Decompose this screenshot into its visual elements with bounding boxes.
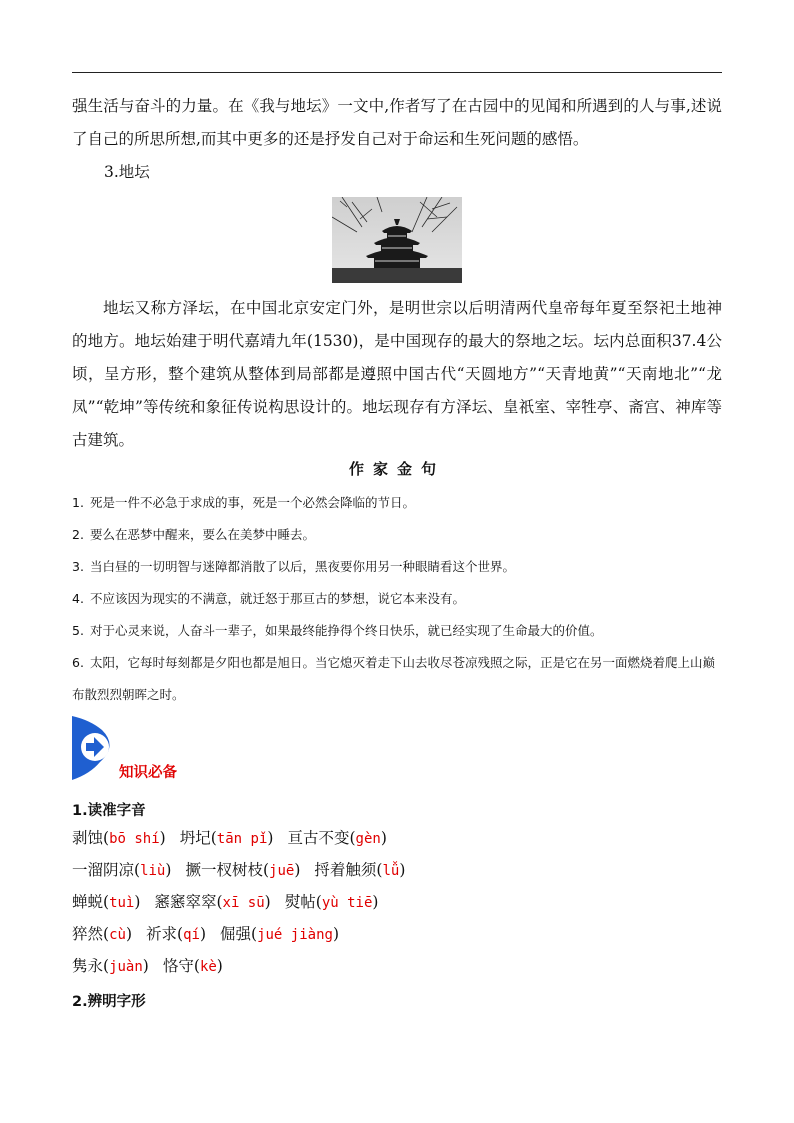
pinyin-row <box>72 954 237 976</box>
quote-number: 1. <box>72 495 84 510</box>
pinyin-reading: juàn <box>109 959 143 975</box>
pinyin-reading: tuì <box>109 895 135 911</box>
quote-number: 6. <box>72 655 84 670</box>
pinyin-word: 恪守 <box>162 957 194 975</box>
pinyin-item: 一溜阴凉(liù) <box>72 861 172 879</box>
quote-number: 2. <box>72 527 84 542</box>
pinyin-row <box>72 858 419 880</box>
pinyin-word: 熨帖 <box>284 893 316 911</box>
section-heading-ditan: 3.地坛 <box>104 163 150 181</box>
pinyin-word: 亘古不变 <box>287 829 350 847</box>
quote-text: 死是一件不必急于求成的事，死是一个必然会降临的节日。 <box>89 495 415 510</box>
pinyin-word: 捋着触须 <box>314 861 377 879</box>
pinyin-row <box>72 826 401 848</box>
pinyin-word: 祈求 <box>146 925 178 943</box>
ditan-paragraph: 地坛又称方泽坛，在中国北京安定门外，是明世宗以后明清两代皇帝每年夏至祭祀土地神的地方。地坛始建于明代嘉靖九年(1530)，是中国现存的最大的祭地之坛。坛内总面积37.4公顷，呈方形，整个建筑从整体到局部都是遵照中国古代“天圆地方”“天青地黄”“天南地北”“龙凤”“乾坤”等传统和象征传说构思设计的。地坛现存有方泽坛、皇祇室、宰牲亭、斋宫、神库等古建筑。 <box>72 299 722 449</box>
pinyin-reading: lǚ <box>382 863 400 879</box>
pinyin-word: 蝉蜕 <box>72 893 104 911</box>
pinyin-item: 蝉蜕(tuì) <box>72 893 141 911</box>
header-rule <box>72 72 722 73</box>
pinyin-word: 撅一杈树枝 <box>185 861 263 879</box>
pinyin-reading: gèn <box>355 831 381 847</box>
pinyin-item: 隽永(juàn) <box>72 957 149 975</box>
pinyin-reading: jué jiàng <box>257 927 333 943</box>
pinyin-reading: cù <box>109 927 126 943</box>
intro-paragraph: 强生活与奋斗的力量。在《我与地坛》一文中,作者写了在古园中的见闻和所遇到的人与事,述说了自己的所思所想,而其中更多的还是抒发自己对于命运和生死问题的感悟。 <box>72 97 722 148</box>
pinyin-word: 窸窸窣窣 <box>154 893 217 911</box>
pinyin-reading: qí <box>183 927 200 943</box>
quote-number: 5. <box>72 623 84 638</box>
quotes-title: 作家金句 <box>348 460 445 478</box>
pinyin-item: 亘古不变(gèn) <box>287 829 387 847</box>
subheading-pronunciation: 1.读准字音 <box>72 803 146 819</box>
temple-photo <box>332 197 462 283</box>
pinyin-word: 剥蚀 <box>72 829 104 847</box>
pinyin-item: 熨帖(yù tiē) <box>284 893 379 911</box>
pinyin-reading: juē <box>269 863 295 879</box>
quote-text: 太阳，它每时每刻都是夕阳也都是旭日。当它熄灭着走下山去收尽苍凉残照之际，正是它在另一面燃烧着爬上山巅布散烈烈朝晖之时。 <box>72 655 715 702</box>
pinyin-word: 猝然 <box>72 925 104 943</box>
pinyin-item: 窸窸窣窣(xī sū) <box>154 893 271 911</box>
subheading-character-forms: 2.辨明字形 <box>72 994 146 1010</box>
quote-item <box>72 551 722 583</box>
pinyin-reading: kè <box>199 959 217 975</box>
pinyin-item: 撅一杈树枝(juē) <box>185 861 301 879</box>
pinyin-reading: tān pǐ <box>216 831 268 847</box>
pinyin-reading: xī sū <box>222 895 265 911</box>
quote-item <box>72 487 722 519</box>
pinyin-item: 剥蚀(bō shí) <box>72 829 166 847</box>
quote-text: 要么在恶梦中醒来，要么在美梦中睡去。 <box>89 527 315 542</box>
pinyin-reading: liù <box>140 863 166 879</box>
pinyin-item: 坍圮(tān pǐ) <box>179 829 274 847</box>
quote-item <box>72 647 722 711</box>
pinyin-word: 一溜阴凉 <box>72 861 135 879</box>
pinyin-row <box>72 922 353 944</box>
quote-text: 不应该因为现实的不满意，就迁怒于那亘古的梦想，说它本来没有。 <box>89 591 465 606</box>
pinyin-item: 捋着触须(lǚ) <box>314 861 406 879</box>
quote-item <box>72 519 722 551</box>
pinyin-item: 猝然(cù) <box>72 925 132 943</box>
pinyin-item: 祈求(qí) <box>146 925 206 943</box>
knowledge-title: 知识必备 <box>119 765 177 781</box>
pinyin-item: 倔强(jué jiàng) <box>220 925 339 943</box>
pinyin-reading: yù tiē <box>321 895 373 911</box>
pinyin-reading: bō shí <box>109 831 160 847</box>
pinyin-row <box>72 890 392 912</box>
pinyin-item: 恪守(kè) <box>162 957 223 975</box>
pinyin-word: 隽永 <box>72 957 104 975</box>
pinyin-word: 倔强 <box>220 925 252 943</box>
quote-number: 3. <box>72 559 84 574</box>
quote-item <box>72 583 722 615</box>
quote-number: 4. <box>72 591 84 606</box>
quote-text: 当白昼的一切明智与迷障都消散了以后，黑夜要你用另一种眼睛看这个世界。 <box>89 559 515 574</box>
pinyin-word: 坍圮 <box>179 829 211 847</box>
arrow-right-icon <box>72 716 118 780</box>
quote-text: 对于心灵来说，人奋斗一辈子，如果最终能挣得个终日快乐，就已经实现了生命最大的价值。 <box>89 623 603 638</box>
quote-item <box>72 615 722 647</box>
